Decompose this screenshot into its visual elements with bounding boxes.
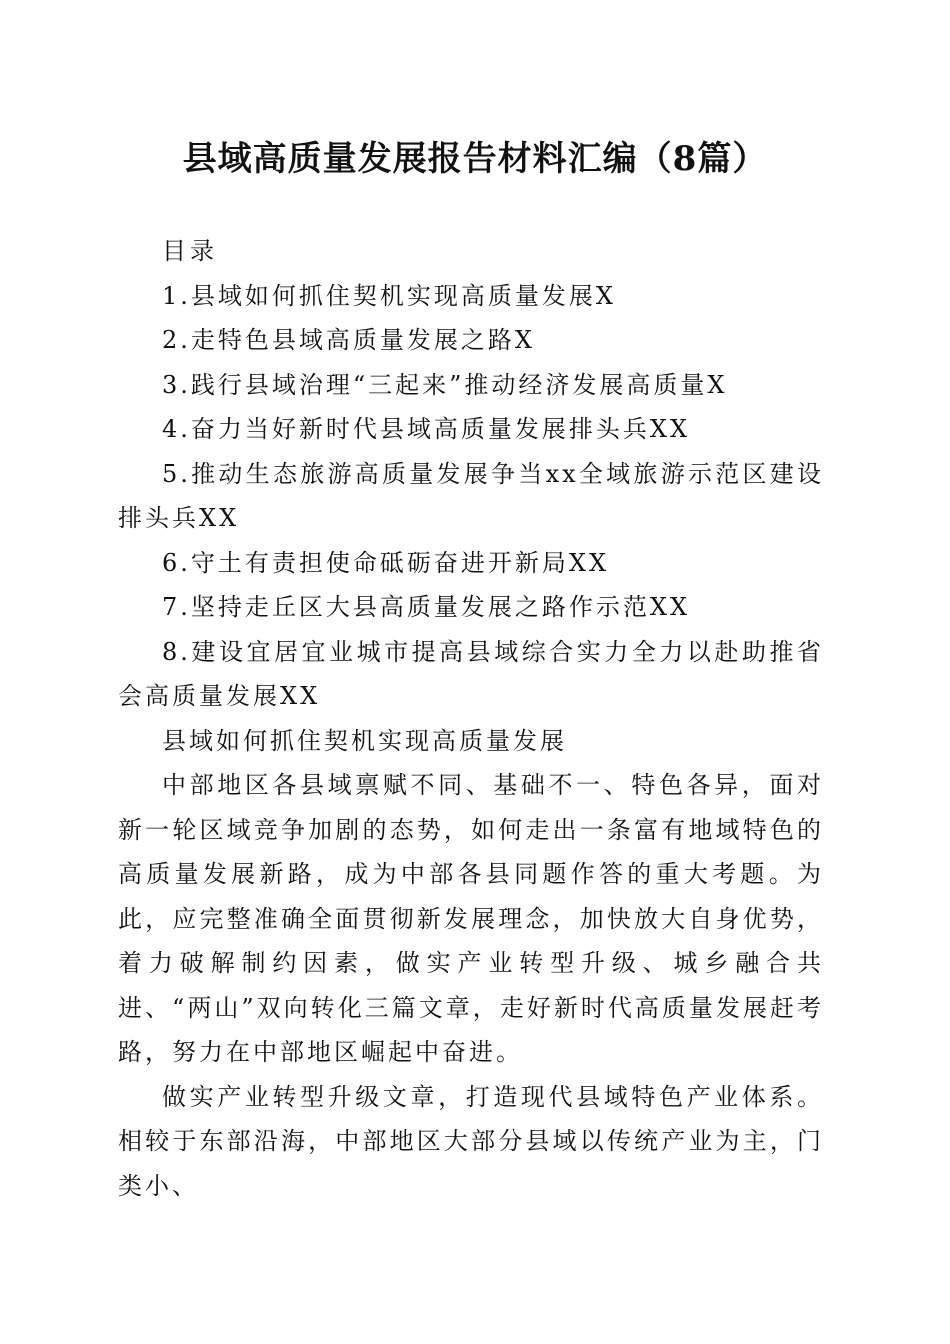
body-paragraph: 做实产业转型升级文章，打造现代县域特色产业体系。相较于东部沿海，中部地区大部分县域以传统产业为主，门类小、: [118, 1082, 824, 1200]
toc-item: 2.走特色县域高质量发展之路X: [162, 326, 535, 354]
document-title: 县域高质量发展报告材料汇编（8篇）: [182, 139, 768, 179]
toc-item: 4.奋力当好新时代县域高质量发展排头兵XX: [162, 415, 691, 443]
toc-item: 7.坚持走丘区大县高质量发展之路作示范XX: [162, 593, 691, 621]
toc-item: 8.建设宜居宜业城市提高县域综合实力全力以赴助推省会高质量发展XX: [118, 637, 824, 710]
body-paragraph: 中部地区各县域禀赋不同、基础不一、特色各异，面对新一轮区域竞争加剧的态势，如何走出一条富有地域特色的高质量发展新路，成为中部各县同题作答的重大考题。为此，应完整准确全面贯彻新发展理念，加快放大自身优势，着力破解制约因素，做实产业转型升级、城乡融合共进、“两山”双向转化三篇文章，走好新时代高质量发展赶考路，努力在中部地区崛起中奋进。: [118, 771, 824, 1066]
toc-item: 6.守土有责担使命砥砺奋进开新局XX: [162, 548, 610, 577]
toc-item: 3.践行县域治理“三起来”推动经济发展高质量X: [162, 370, 728, 399]
toc-item: 1.县域如何抓住契机实现高质量发展X: [162, 281, 616, 310]
toc-heading: 目录: [162, 237, 218, 265]
document-body: [118, 229, 824, 1208]
section-title: 县域如何抓住契机实现高质量发展: [162, 726, 567, 755]
toc-item: 5.推动生态旅游高质量发展争当xx全域旅游示范区建设排头兵XX: [118, 459, 824, 532]
